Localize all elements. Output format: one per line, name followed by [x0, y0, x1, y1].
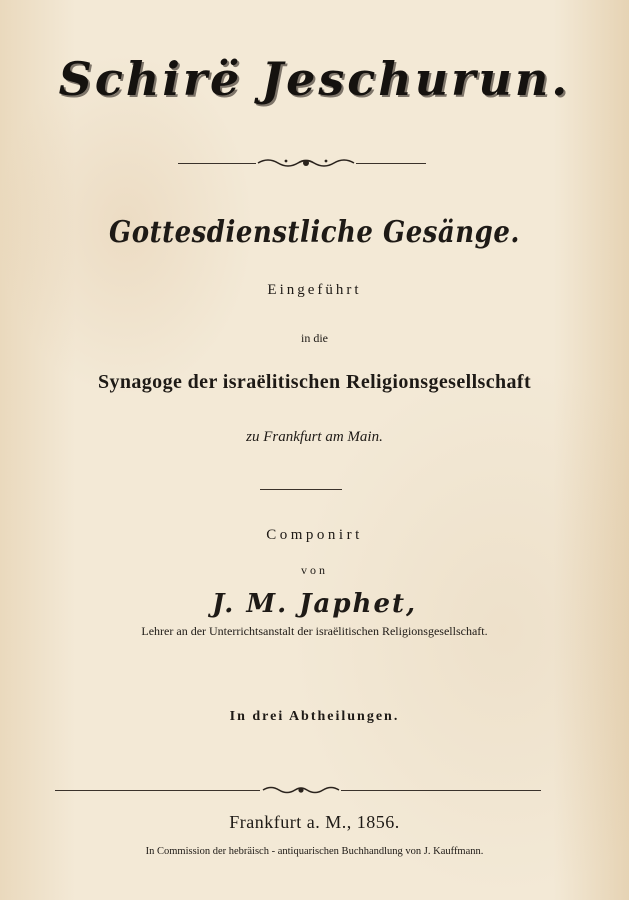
subtitle: Gottesdienstliche Gesänge.: [109, 215, 520, 251]
scroll-ornament-icon: [256, 155, 356, 171]
synagogue-name: Synagoge der israëlitischen Religionsgesellschaft: [97, 371, 532, 393]
bottom-rule-left: [55, 790, 260, 791]
location: zu Frankfurt am Main.: [246, 429, 383, 445]
bottom-rule-right: [341, 790, 541, 791]
author-role: Lehrer an der Unterrichtsanstalt der israëlitischen Religionsgesellschaft.: [141, 624, 488, 638]
composed-label: Componirt: [266, 527, 363, 543]
top-rule-right: [356, 163, 426, 164]
parts-note: In drei Abtheilungen.: [229, 709, 400, 724]
top-rule-left: [178, 163, 256, 164]
imprint-place-year: Frankfurt a. M., 1856.: [229, 812, 400, 832]
author-name: J. M. Japhet,: [211, 589, 418, 619]
book-title: Schirë Jeschurun.: [58, 52, 571, 106]
introduced-label: Eingeführt: [267, 282, 362, 298]
in-the-label: in die: [301, 331, 328, 345]
imprint-commission: In Commission der hebräisch - antiquarischen Buchhandlung von J. Kauffmann.: [145, 846, 484, 857]
scroll-ornament-icon: [261, 783, 341, 797]
by-label: von: [301, 563, 328, 577]
middle-rule: [260, 489, 342, 490]
